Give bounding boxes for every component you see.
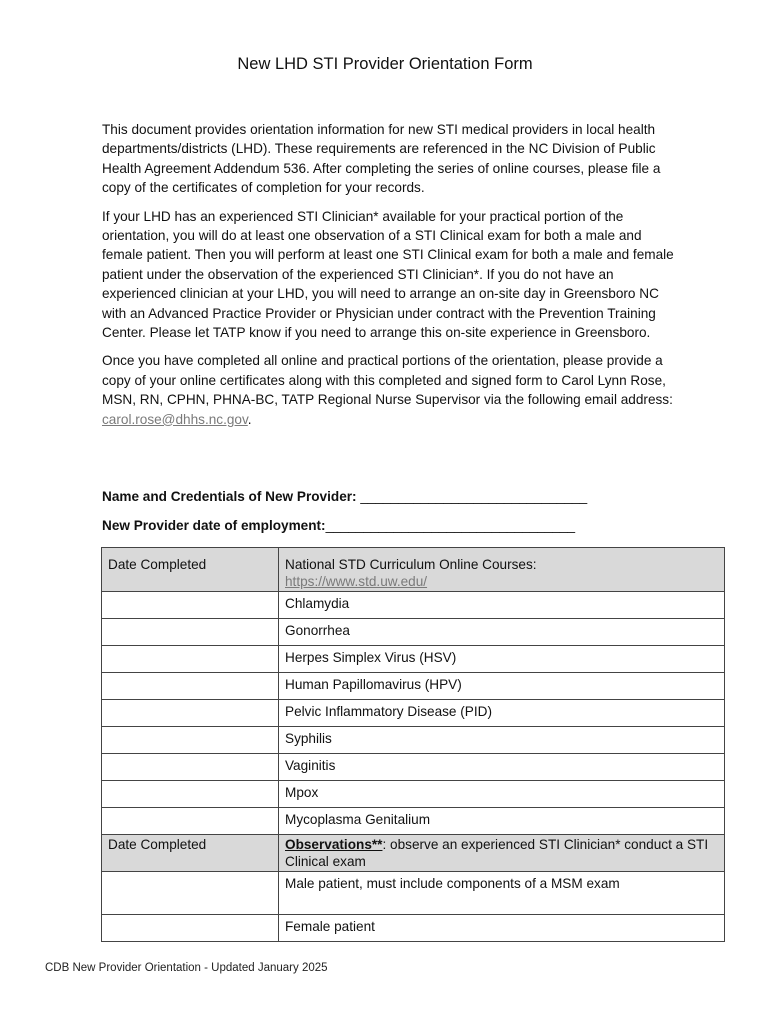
course-name: Chlamydia [279, 592, 725, 619]
intro-paragraphs [102, 120, 682, 438]
courses-header-cell [279, 548, 725, 592]
email-link[interactable]: carol.rose@dhhs.nc.gov [102, 411, 248, 427]
date-completed-cell[interactable] [102, 619, 279, 646]
date-completed-header: Date Completed [102, 548, 279, 592]
course-name: Pelvic Inflammatory Disease (PID) [279, 700, 725, 727]
table-row [102, 915, 725, 942]
course-name: Mpox [279, 781, 725, 808]
table-row [102, 808, 725, 835]
intro-paragraph-1: This document provides orientation information for new STI medical providers in local health departments/districts (LHD). These requirements are referenced in the NC Division of Public Health Agreement Addendum 536. After completing the series of online courses, please file a copy of the certificates of completion for your records. [102, 122, 661, 196]
table-row [102, 872, 725, 915]
date-completed-cell[interactable] [102, 915, 279, 942]
orientation-table [101, 547, 725, 942]
employment-date-field[interactable] [102, 518, 575, 533]
table-row [102, 754, 725, 781]
table-row [102, 592, 725, 619]
obs-date-completed-header: Date Completed [102, 835, 279, 872]
paragraph-3-text: Once you have completed all online and practical portions of the orientation, please provide a copy of your online certificates along with this completed and signed form to Carol Lynn Rose, MSN, RN, CPHN, PHNA-BC, TATP Regional Nurse Supervisor via the following email address: [102, 353, 673, 408]
observations-header-cell [279, 835, 725, 872]
observations-label: Observations** [285, 837, 383, 852]
page-title: New LHD STI Provider Orientation Form [237, 55, 533, 73]
provider-name-label: Name and Credentials of New Provider: [102, 489, 361, 504]
intro-paragraph-2: If your LHD has an experienced STI Clinician* available for your practical portion of the orientation, you will do at least one observation of a STI Clinical exam for both a male and female patient. Then you will perform at least one STI Clinical exam for both a male and female patient under the observation of the experienced STI Clinician*. If you do not have an experienced clinician at your LHD, you will need to arrange an on-site day in Greensboro NC with an Advanced Practice Provider or Physician under contract with the Prevention Training Center. Please let TATP know if you need to arrange this on-site experience in Greensboro. [102, 208, 674, 341]
course-name: Gonorrhea [279, 619, 725, 646]
intro-paragraph-3 [102, 351, 682, 429]
employment-date-label: New Provider date of employment: [102, 518, 326, 533]
page-footer: CDB New Provider Orientation - Updated January 2025 [45, 962, 328, 974]
table-row [102, 700, 725, 727]
date-completed-cell[interactable] [102, 808, 279, 835]
date-completed-cell[interactable] [102, 781, 279, 808]
provider-name-blank[interactable]: ______________________________ [360, 489, 588, 504]
date-completed-cell[interactable] [102, 872, 279, 915]
table-row [102, 781, 725, 808]
course-name: Vaginitis [279, 754, 725, 781]
course-name: Herpes Simplex Virus (HSV) [279, 646, 725, 673]
date-completed-cell[interactable] [102, 754, 279, 781]
date-completed-cell[interactable] [102, 673, 279, 700]
date-completed-cell[interactable] [102, 646, 279, 673]
courses-url-link[interactable]: https://www.std.uw.edu/ [285, 573, 428, 589]
date-completed-cell[interactable] [102, 592, 279, 619]
paragraph-3-suffix: . [247, 411, 252, 427]
table-row [102, 727, 725, 754]
employment-date-blank[interactable]: _________________________________ [325, 518, 576, 533]
courses-header-row [102, 548, 725, 592]
table-row [102, 646, 725, 673]
date-completed-cell[interactable] [102, 700, 279, 727]
observation-item: Male patient, must include components of a MSM exam [279, 872, 725, 915]
observation-item: Female patient [279, 915, 725, 942]
course-name: Syphilis [279, 727, 725, 754]
course-name: Human Papillomavirus (HPV) [279, 673, 725, 700]
table-row [102, 673, 725, 700]
observations-header-row [102, 835, 725, 872]
course-name: Mycoplasma Genitalium [279, 808, 725, 835]
provider-name-field[interactable] [102, 489, 587, 504]
courses-header-text: National STD Curriculum Online Courses: [285, 557, 537, 572]
observations-text: : observe an experienced STI Clinician* conduct a STI Clinical exam [285, 837, 709, 869]
date-completed-cell[interactable] [102, 727, 279, 754]
table-row [102, 619, 725, 646]
